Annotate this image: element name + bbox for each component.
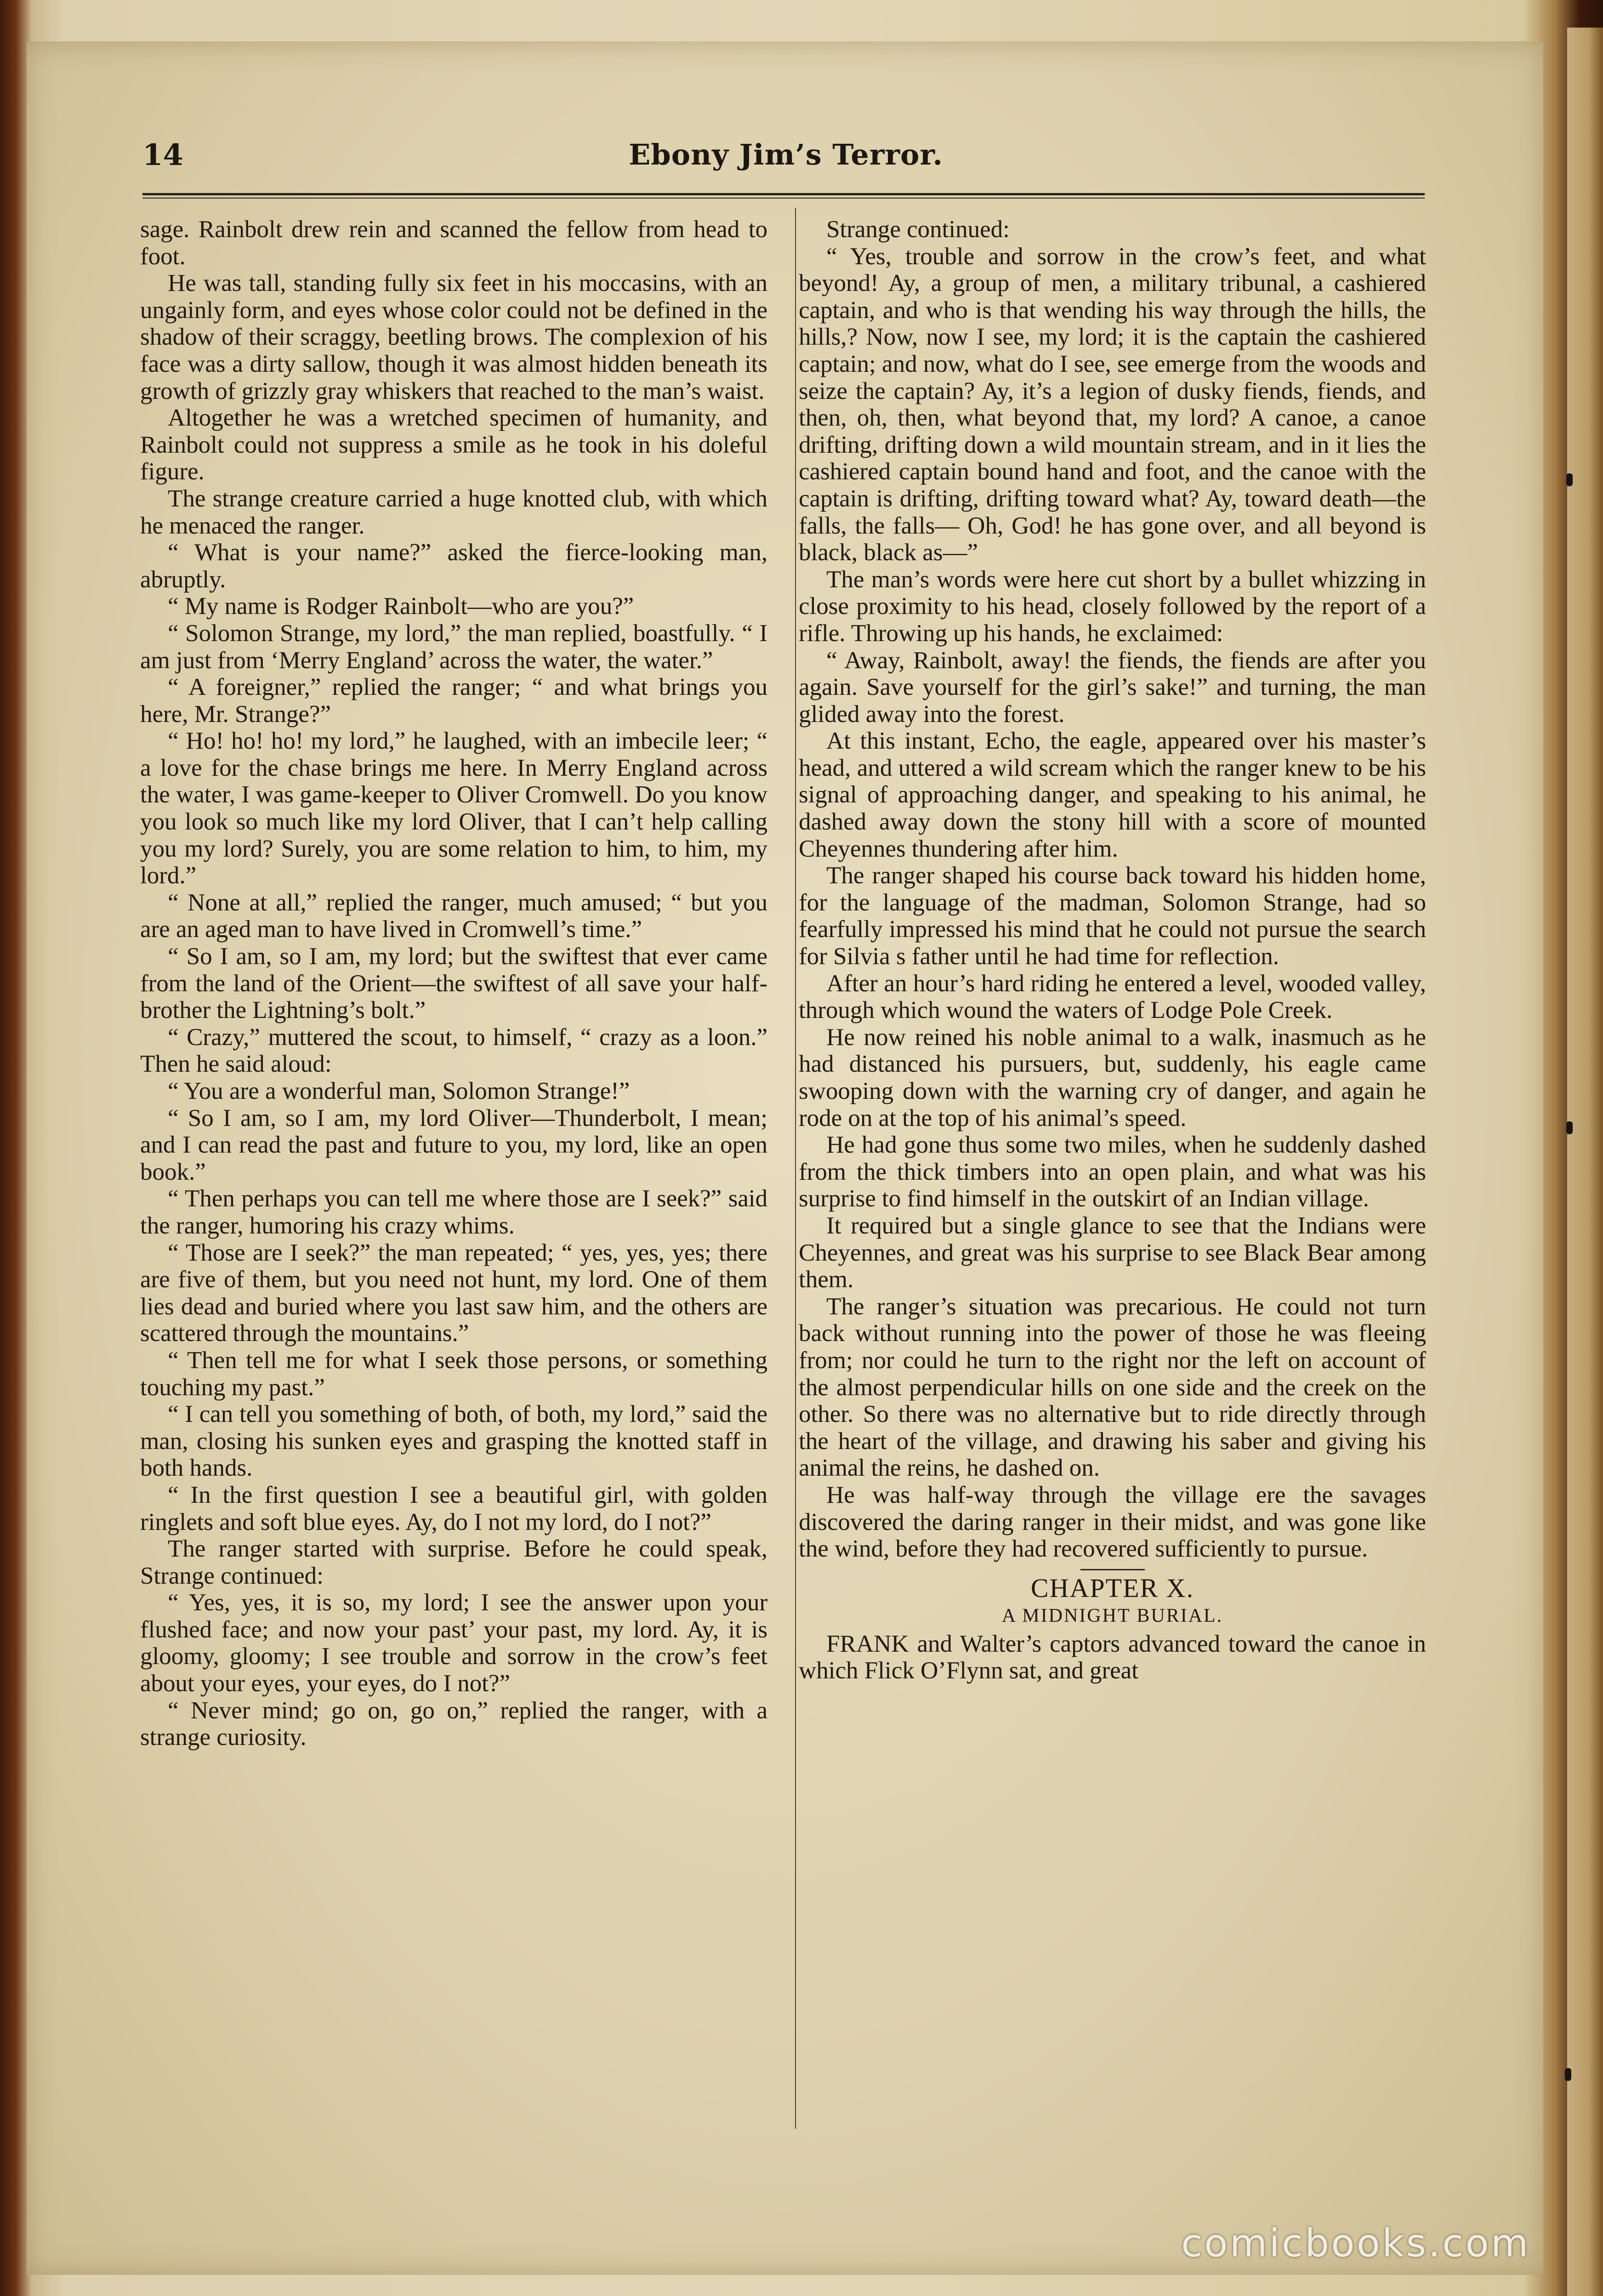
paragraph: The ranger started with surprise. Before he could speak, Strange continued:: [140, 1535, 767, 1589]
paragraph: After an hour’s hard riding he entered a level, wooded valley, through which wound the waters of Lodge Pole Creek.: [799, 970, 1426, 1024]
watermark: comicbooks.com: [1181, 2221, 1530, 2266]
paragraph: “ I can tell you something of both, of both, my lord,” said the man, closing his sunken eyes and grasping the knotted staff in both hands.: [140, 1401, 767, 1482]
header-rule: [142, 193, 1425, 199]
paragraph: “ None at all,” replied the ranger, much amused; “ but you are an aged man to have lived in Cromwell’s time.”: [140, 889, 767, 943]
running-header: [142, 138, 1429, 198]
paragraph: “ Then perhaps you can tell me where those are I seek?” said the ranger, humoring his crazy whims.: [140, 1185, 767, 1239]
paragraph: He was half-way through the village ere the savages discovered the daring ranger in their midst, and was gone like the wind, before they had recovered sufficiently to pursue.: [799, 1481, 1426, 1563]
paragraph: “ Crazy,” muttered the scout, to himself, “ crazy as a loon.” Then he said aloud:: [140, 1023, 767, 1078]
paragraph: “ Yes, yes, it is so, my lord; I see the answer upon your flushed face; and now your past’ your past, my lord. Ay, it is gloomy, gloomy; I see trouble and sorrow in the crow’s feet about your eyes, your eyes, do I not?”: [140, 1589, 767, 1697]
chapter-opening-paragraph: FRANK and Walter’s captors advanced toward the canoe in which Flick O’Flynn sat, and great: [799, 1630, 1426, 1684]
paragraph: Strange continued:: [826, 216, 1010, 243]
paragraph: sage. Rainbolt drew rein and scanned the fellow from head to foot.: [140, 216, 767, 270]
paragraph: “ So I am, so I am, my lord Oliver—Thunderbolt, I mean; and I can read the past and future to you, my lord, like an open book.”: [140, 1104, 767, 1185]
paragraph: “ What is your name?” asked the fierce-looking man, abruptly.: [140, 539, 767, 593]
text-column-right: [799, 216, 1426, 1684]
paragraph: He was tall, standing fully six feet in his moccasins, with an ungainly form, and eyes whose color could not be defined in the shadow of their scraggy, beetling brows. The complexion of his face was a dirty sallow, though it was almost hidden beneath its growth of grizzly gray whiskers that reached to the man’s waist.: [140, 270, 767, 404]
paragraph: He had gone thus some two miles, when he suddenly dashed from the thick timbers into an open plain, and what was his surprise to find himself in the outskirt of an Indian village.: [799, 1131, 1426, 1212]
paragraph: “ Never mind; go on, go on,” replied the ranger, with a strange curiosity.: [140, 1697, 767, 1751]
paragraph: “ You are a wonderful man, Solomon Strange!”: [168, 1078, 630, 1104]
paragraph: “ Those are I seek?” the man repeated; “ yes, yes, yes; there are five of them, but you need not hunt, my lord. One of them lies dead and buried where you last saw him, and the others are scattered through the mountains.”: [140, 1239, 767, 1347]
paragraph: The ranger shaped his course back toward his hidden home, for the language of the madman, Solomon Strange, had so fearfully impressed his mind that he could not pursue the search for Silvia s father until he had time for reflection.: [799, 862, 1426, 970]
paragraph: “ A foreigner,” replied the ranger; “ and what brings you here, Mr. Strange?”: [140, 674, 767, 727]
paragraph: “ In the first question I see a beautiful girl, with golden ringlets and soft blue eyes. Ay, do I not my lord, do I not?”: [140, 1481, 767, 1535]
page-number: 14: [142, 138, 184, 172]
paragraph: “ My name is Rodger Rainbolt—who are you?”: [168, 593, 634, 620]
paragraph: The strange creature carried a huge knotted club, with which he menaced the ranger.: [140, 485, 767, 539]
column-divider: [795, 208, 796, 2129]
paragraph: He now reined his noble animal to a walk, inasmuch as he had distanced his pursuers, but, suddenly, his eagle came swooping down with the warning cry of danger, and again he rode on at the top of his animal’s speed.: [799, 1023, 1426, 1131]
chapter-subheading: A MIDNIGHT BURIAL.: [1001, 1605, 1223, 1627]
text-column-left: [140, 216, 767, 1751]
paragraph: The ranger’s situation was precarious. He could not turn back without running into the power of those he was fleeing from; nor could he turn to the right nor the left on account of the almost perpendicular hills on one side and the creek on the other. So there was no alternative but to ride directly through the heart of the village, and drawing his saber and giving his animal the reins, he dashed on.: [799, 1293, 1426, 1482]
paragraph: The man’s words were here cut short by a bullet whizzing in close proximity to his head, closely followed by the report of a rifle. Throwing up his hands, he exclaimed:: [799, 566, 1426, 647]
chapter-heading: CHAPTER X.: [1030, 1573, 1194, 1603]
paragraph: “ Solomon Strange, my lord,” the man replied, boastfully. “ I am just from ‘Merry England’ across the water, the water.”: [140, 619, 767, 674]
adjacent-page-edge: [1567, 28, 1603, 2296]
paragraph: “ Away, Rainbolt, away! the fiends, the fiends are after you again. Save yourself for the girl’s sake!” and turning, the man glided away into the forest.: [799, 647, 1426, 727]
paragraph: At this instant, Echo, the eagle, appeared over his master’s head, and uttered a wild scream which the ranger knew to be his signal of approaching danger, and speaking to his animal, he dashed away down the stony hill with a score of mounted Cheyennes thundering after him.: [799, 727, 1426, 862]
paragraph: “ Ho! ho! ho! my lord,” he laughed, with an imbecile leer; “ a love for the chase brings me here. In Merry England across the water, I was game-keeper to Oliver Cromwell. Do you know you look so much like my lord Oliver, that I can’t help calling you my lord? Surely, you are some relation to him, to him, my lord.”: [140, 727, 767, 889]
running-title: Ebony Jim’s Terror.: [629, 138, 943, 171]
paragraph: “ Yes, trouble and sorrow in the crow’s feet, and what beyond! Ay, a group of men, a military tribunal, a cashiered captain, and who is that wending his way through the hills, the hills,? Now, now I see, my lord; it is the captain the cashiered captain; and now, what do I see, see emerge from the woods and seize the captain? Ay, it’s a legion of dusky fiends, fiends, and then, oh, then, what beyond that, my lord? A canoe, a canoe drifting, drifting down a wild mountain stream, and in it lies the cashiered captain bound hand and foot, and the canoe with the captain is drifting, drifting toward what? Ay, toward death—the falls, the falls— Oh, God! he has gone over, and all beyond is black, black as—”: [799, 243, 1426, 566]
paragraph: Altogether he was a wretched specimen of humanity, and Rainbolt could not suppress a smile as he took in his doleful figure.: [140, 404, 767, 485]
paragraph: “ So I am, so I am, my lord; but the swiftest that ever came from the land of the Orient—the swiftest of all save your half-brother the Lightning’s bolt.”: [140, 943, 767, 1024]
paragraph: It required but a single glance to see that the Indians were Cheyennes, and great was his surprise to see Black Bear among them.: [799, 1212, 1426, 1293]
chapter-rule: [1080, 1569, 1145, 1570]
paragraph: “ Then tell me for what I seek those persons, or something touching my past.”: [140, 1347, 767, 1401]
